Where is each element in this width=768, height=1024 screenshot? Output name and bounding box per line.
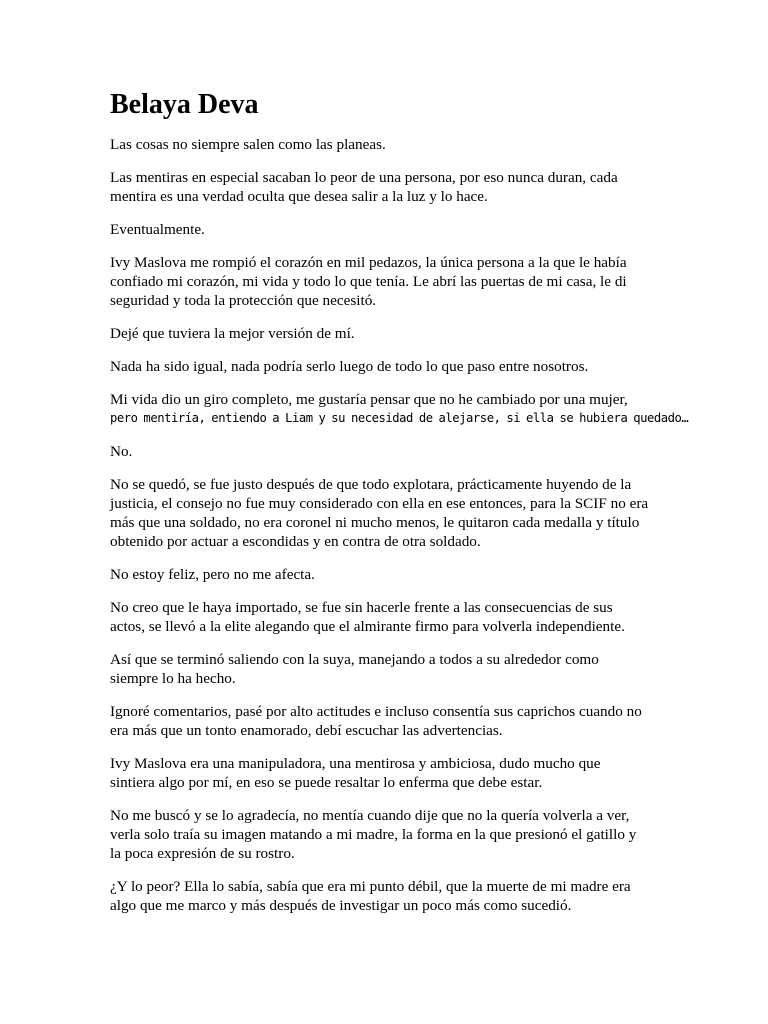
text-line: pero mentiría, entiendo a Liam y su necesidad de alejarse, si ella se hubiera quedado… xyxy=(110,411,689,425)
paragraph xyxy=(110,475,670,551)
document-page xyxy=(110,88,689,929)
text-line: No me buscó y se lo agradecía, no mentía cuando dije que no la quería volverla a ver, xyxy=(110,807,630,824)
text-line: obtenido por actuar a escondidas y en contra de otra soldado. xyxy=(110,533,481,550)
text-line: algo que me marco y más después de investigar un poco más como sucedió. xyxy=(110,897,572,914)
text-line: justicia, el consejo no fue muy considerado con ella en ese entonces, para la SCIF no era xyxy=(110,495,649,512)
text-line: Las cosas no siempre salen como las planeas. xyxy=(110,136,386,153)
paragraph xyxy=(110,598,670,636)
paragraph xyxy=(110,806,670,863)
text-line: Mi vida dio un giro completo, me gustaría pensar que no he cambiado por una mujer, xyxy=(110,391,628,408)
paragraph xyxy=(110,442,670,461)
paragraph xyxy=(110,168,670,206)
paragraph xyxy=(110,220,670,239)
paragraph xyxy=(110,754,670,792)
paragraph xyxy=(110,702,670,740)
text-line: No. xyxy=(110,443,133,460)
text-line: siempre lo ha hecho. xyxy=(110,670,236,687)
text-line: mentira es una verdad oculta que desea salir a la luz y lo hace. xyxy=(110,188,488,205)
text-line: Eventualmente. xyxy=(110,221,205,238)
text-line: actos, se llevó a la elite alegando que el almirante firmo para volverla independiente. xyxy=(110,618,625,635)
text-line: era más que un tonto enamorado, debí escuchar las advertencias. xyxy=(110,722,503,739)
text-line: la poca expresión de su rostro. xyxy=(110,845,295,862)
document-title: Belaya Deva xyxy=(110,89,259,120)
text-line: Las mentiras en especial sacaban lo peor de una persona, por eso nunca duran, cada xyxy=(110,169,618,186)
text-line: sintiera algo por mí, en eso se puede resaltar lo enferma que debe estar. xyxy=(110,774,543,791)
text-line: Ivy Maslova era una manipuladora, una mentirosa y ambiciosa, dudo mucho que xyxy=(110,755,601,772)
text-line: Así que se terminó saliendo con la suya, manejando a todos a su alrededor como xyxy=(110,651,599,668)
text-line: No se quedó, se fue justo después de que todo explotara, prácticamente huyendo de la xyxy=(110,476,632,493)
text-line: más que una soldado, no era coronel ni mucho menos, le quitaron cada medalla y título xyxy=(110,514,640,531)
text-line: confiado mi corazón, mi vida y todo lo que tenía. Le abrí las puertas de mi casa, le di xyxy=(110,273,627,290)
paragraph xyxy=(110,357,670,376)
text-line: Nada ha sido igual, nada podría serlo luego de todo lo que paso entre nosotros. xyxy=(110,358,589,375)
text-line: ¿Y lo peor? Ella lo sabía, sabía que era mi punto débil, que la muerte de mi madre era xyxy=(110,878,631,895)
paragraph xyxy=(110,650,670,688)
text-line: verla solo traía su imagen matando a mi madre, la forma en la que presionó el gatillo y xyxy=(110,826,637,843)
text-line: Ivy Maslova me rompió el corazón en mil pedazos, la única persona a la que le había xyxy=(110,254,627,271)
text-line: Ignoré comentarios, pasé por alto actitudes e incluso consentía sus caprichos cuando no xyxy=(110,703,642,720)
text-line: No creo que le haya importado, se fue sin hacerle frente a las consecuencias de sus xyxy=(110,599,613,616)
paragraph xyxy=(110,390,689,428)
text-line: No estoy feliz, pero no me afecta. xyxy=(110,566,315,583)
paragraph xyxy=(110,253,670,310)
paragraph xyxy=(110,877,670,915)
paragraph xyxy=(110,135,670,154)
text-line: Dejé que tuviera la mejor versión de mí. xyxy=(110,325,355,342)
text-line: seguridad y toda la protección que necesitó. xyxy=(110,292,377,309)
paragraph xyxy=(110,565,670,584)
paragraph xyxy=(110,324,670,343)
document-body xyxy=(110,135,689,915)
